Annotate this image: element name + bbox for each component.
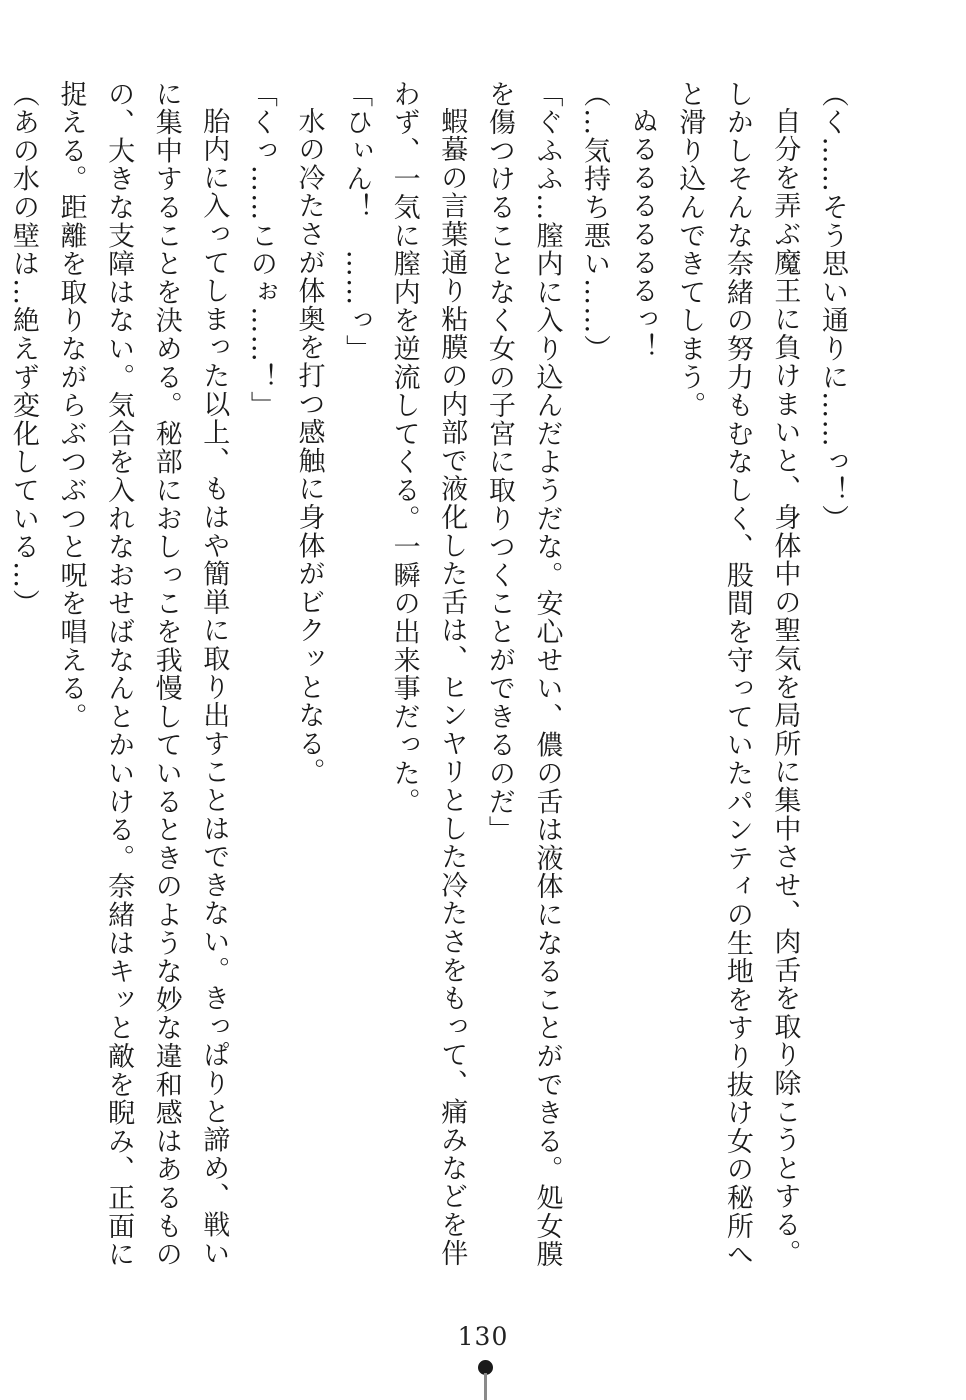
paragraph: 「くっ……このぉ……！」 xyxy=(245,80,277,420)
paragraph: 胎内に入ってしまった以上、もはや簡単に取り出すことはできない。きっぱりと諦め、戦いに集中することを決める。秘部におしっこを我慢しているときのような妙な違和感はあるものの、大きな支障はない。気合を入れなおせばなんとかいける。奈緒はキッと敵を睨み、正面に捉える。距離を取りながらぶつぶつと呪を唱える。 xyxy=(55,80,230,1269)
paragraph: ぬるるるるるるっ！ xyxy=(626,107,658,362)
paragraph: 「ひぃん！ ……っ」 xyxy=(341,80,373,363)
paragraph: （く……そう思い通りに……っ！） xyxy=(817,80,848,533)
paragraph: （あの水の壁は…絶えず変化している…） xyxy=(7,80,39,618)
paragraph: 水の冷たさが体奥を打つ感触に身体がビクッとなる。 xyxy=(293,107,325,787)
paragraph: 「ぐふふ…膣内に入り込んだようだな。安心せい、儂の舌は液体になることができる。処女膜を傷つけることなく女の子宮に取りつくことができるのだ」 xyxy=(483,80,563,1269)
body-text xyxy=(7,80,856,1290)
page-number: 130 xyxy=(457,1322,509,1351)
paragraph: 蝦蟇の言葉通り粘膜の内部で液化した舌は、ヒンヤリとした冷たさをもって、痛みなどを伴わず、一気に膣内を逆流してくる。一瞬の出来事だった。 xyxy=(388,80,468,1268)
paragraph: （…気持ち悪い……） xyxy=(579,80,611,363)
page-marker-line xyxy=(484,1373,487,1400)
paragraph: 自分を弄ぶ魔王に負けまいと、身体中の聖気を局所に集中させ、肉舌を取り除こうとする。しかしそんな奈緒の努力もむなしく、股間を守っていたパンティの生地をすり抜け女の秘所へと滑り込んできてしまう。 xyxy=(674,80,801,1269)
